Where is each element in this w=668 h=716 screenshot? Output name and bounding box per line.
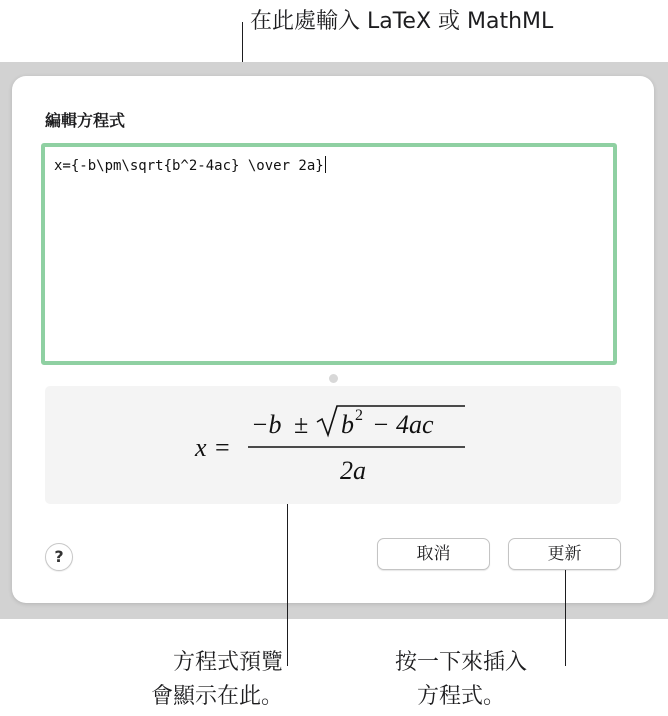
formula-radicand-rest: − 4ac — [372, 410, 434, 439]
formula-neg-b: −b — [251, 410, 282, 439]
edit-equation-dialog — [12, 76, 654, 603]
callout-line-insert — [565, 570, 566, 666]
update-button[interactable]: 更新 — [508, 538, 621, 570]
formula-exponent: 2 — [355, 407, 363, 424]
callout-insert — [395, 646, 527, 714]
text-caret — [325, 156, 326, 173]
formula-plus-minus: ± — [294, 410, 309, 439]
equation-editor[interactable] — [41, 143, 617, 365]
equation-input-text: x={-b\pm\sqrt{b^2-4ac} \over 2a} — [54, 158, 324, 174]
formula-denominator: 2a — [340, 456, 366, 485]
formula-lhs: x — [195, 433, 207, 462]
formula-equals: = — [215, 433, 230, 462]
callout-line-preview — [287, 504, 288, 666]
dialog-title: 編輯方程式 — [45, 111, 126, 130]
formula-radicand-b: b — [341, 410, 354, 439]
help-button[interactable]: ? — [45, 543, 73, 571]
callout-latex-input: 在此處輸入 LaTeX 或 MathML — [250, 9, 554, 34]
callout-preview-line2: 會顯示在此。 — [150, 684, 283, 709]
callout-insert-line1: 按一下來插入 — [395, 650, 528, 675]
callout-preview-line1: 方程式預覽 — [172, 650, 283, 675]
callout-preview — [151, 646, 283, 714]
resize-handle[interactable] — [329, 374, 338, 383]
formula-render — [45, 386, 621, 504]
callout-insert-line2: 方程式。 — [417, 684, 506, 709]
equation-preview — [45, 386, 621, 504]
cancel-button[interactable]: 取消 — [377, 538, 490, 570]
